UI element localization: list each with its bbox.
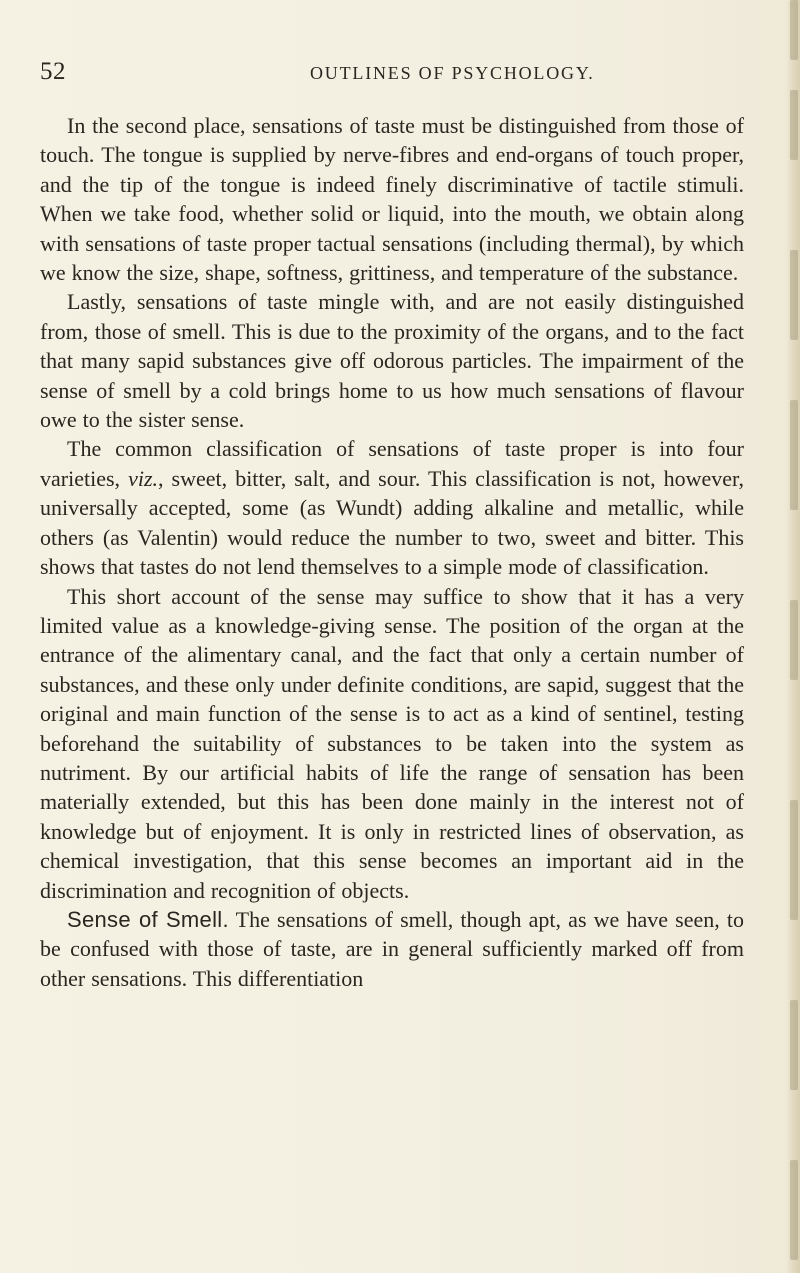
paragraph-sense-of-smell (40, 905, 744, 993)
edge-shadow-mark (790, 0, 798, 60)
edge-shadow-mark (790, 250, 798, 340)
edge-shadow-mark (790, 800, 798, 920)
edge-shadow-mark (790, 1000, 798, 1090)
body-text (40, 111, 744, 993)
paragraph-taste-classification (40, 434, 744, 581)
paragraph-text-segment: , sweet, bitter, salt, and sour. This classification is not, however, universally accepted, some (as Wundt) adding alkaline and metallic, while others (as Valentin) would reduce the number to two, sweet and bitter. This shows that tastes do not lend themselves to a simple mode of classification. (40, 465, 744, 580)
section-heading: Sense of Smell. (67, 906, 229, 932)
edge-shadow-mark (790, 90, 798, 160)
paragraph-text-segment: The sensations of smell, though apt, as we have seen, to be confused with those of taste, are in general sufficiently marked off from other sensations. This differentiation (40, 906, 745, 991)
edge-shadow-mark (790, 600, 798, 680)
paragraph-text-segment: The common classification of sensations of taste proper is into four varieties, (40, 436, 744, 491)
edge-shadow-mark (790, 400, 798, 510)
running-head: OUTLINES OF PSYCHOLOGY. (310, 63, 595, 83)
italic-abbreviation: viz. (128, 465, 159, 491)
paragraph-taste-touch: In the second place, sensations of taste must be distinguished from those of touch. The tongue is supplied by nerve-fibres and end-organs of touch proper, and the tip of the tongue is indeed finely discriminative of tactile stimuli. When we take food, whether solid or liquid, into the mouth, we obtain along with sensations of taste proper tactual sensations (including thermal), by which we know the size, shape, softness, grittiness, and temperature of the substance. (40, 113, 744, 286)
paragraph-taste-value: This short account of the sense may suffice to show that it has a very limited value as a knowledge-giving sense. The position of the organ at the entrance of the alimentary canal, and the fact that only a certain number of substances, and these only under definite conditions, are sapid, suggest that the original and main function of the sense is to act as a kind of sentinel, testing beforehand the suitability of substances to be taken into the system as nutriment. By our artificial habits of life the range of sensation has been materially extended, but this has been done mainly in the interest not of knowledge but of enjoyment. It is only in restricted lines of observation, as chemical investigation, that this sense becomes an important aid in the discrimination and recognition of objects. (40, 583, 744, 903)
edge-shadow-mark (790, 1160, 798, 1260)
page-number: 52 (40, 58, 66, 85)
page-header (40, 57, 740, 87)
page-edge (786, 0, 800, 1273)
paragraph-taste-smell: Lastly, sensations of taste mingle with, and are not easily distinguished from, those of smell. This is due to the proximity of the organs, and to the fact that many sapid substances give off odorous particles. The impairment of the sense of smell by a cold brings home to us how much sensations of flavour owe to the sister sense. (40, 289, 744, 433)
